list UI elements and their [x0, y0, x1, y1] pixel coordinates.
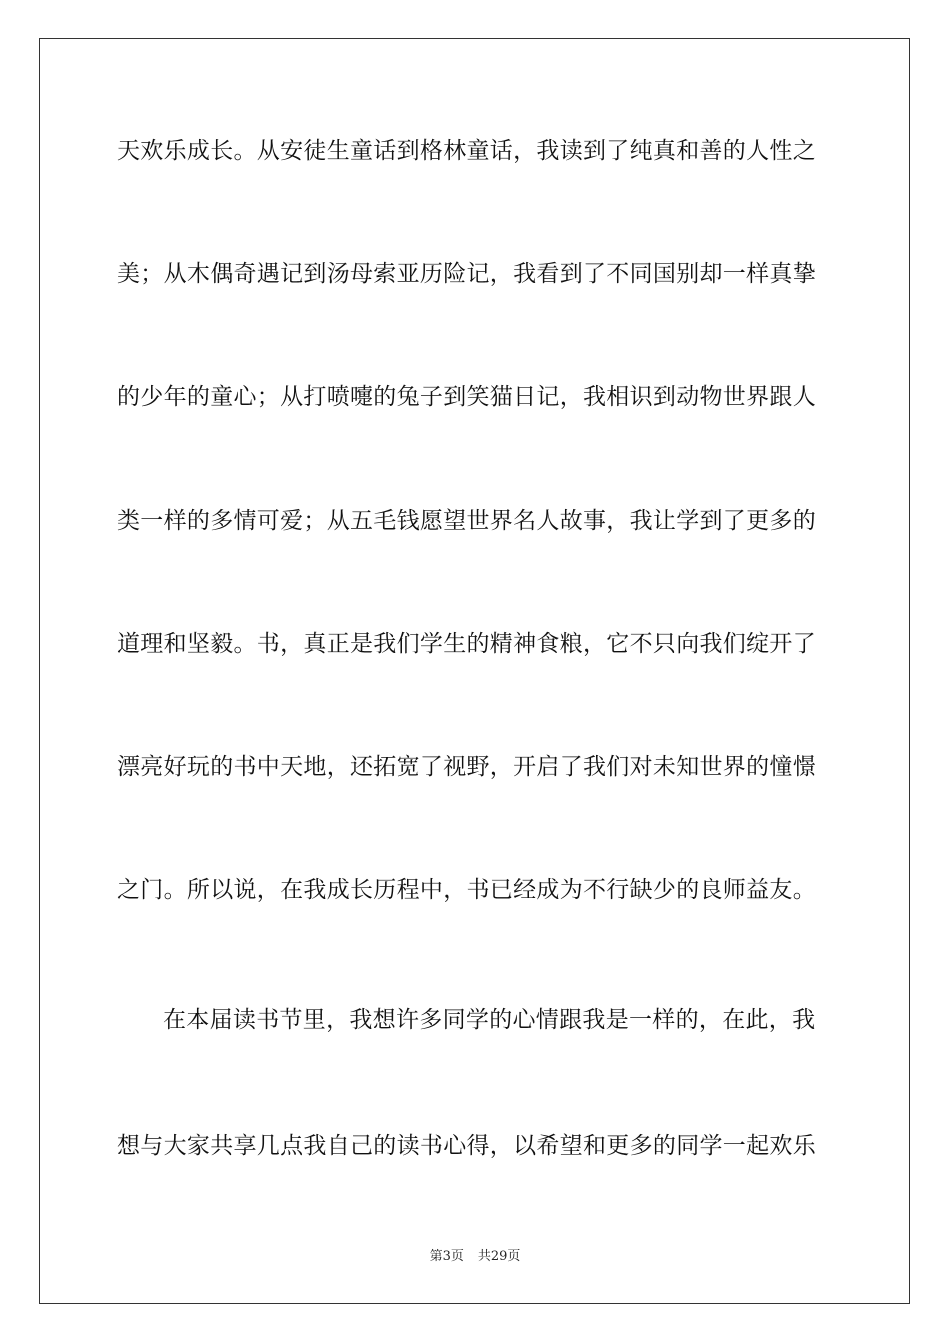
total-pages: 共29页 — [477, 1249, 521, 1264]
page-number: 第3页 — [429, 1249, 464, 1264]
body-text-line: 想与大家共享几点我自己的读书心得，以希望和更多的同学一起欢乐 — [117, 1133, 816, 1159]
body-text-line: 天欢乐成长。从安徒生童话到格林童话，我读到了纯真和善的人性之 — [117, 138, 816, 164]
body-text-line: 漂亮好玩的书中天地，还拓宽了视野，开启了我们对未知世界的憧憬 — [117, 754, 816, 780]
page-border — [39, 38, 910, 1304]
paragraph-start-line: 在本届读书节里，我想许多同学的心情跟我是一样的，在此，我 — [163, 1007, 816, 1033]
body-text-line: 之门。所以说，在我成长历程中，书已经成为不行缺少的良师益友。 — [117, 877, 816, 903]
body-text-line: 道理和坚毅。书，真正是我们学生的精神食粮，它不只向我们绽开了 — [117, 631, 816, 657]
body-text-line: 类一样的多情可爱；从五毛钱愿望世界名人故事，我让学到了更多的 — [117, 508, 816, 534]
body-text-line: 的少年的童心；从打喷嚏的兔子到笑猫日记，我相识到动物世界跟人 — [117, 384, 816, 410]
page-footer — [0, 1249, 950, 1265]
body-text-line: 美；从木偶奇遇记到汤母索亚历险记，我看到了不同国别却一样真挚 — [117, 261, 816, 287]
